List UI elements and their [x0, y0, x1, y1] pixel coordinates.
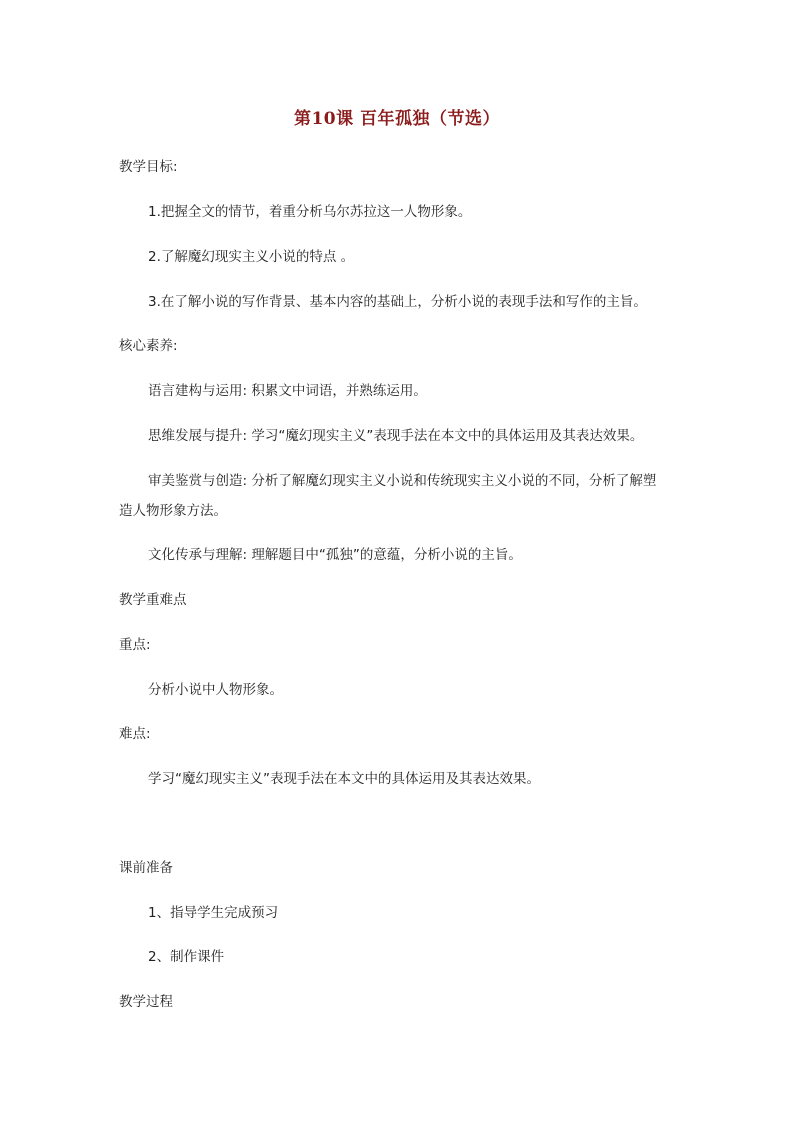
literacy-item-language: 语言建构与运用: 积累文中词语，并熟练运用。: [148, 383, 427, 399]
literacy-item-aesthetic: 审美鉴赏与创造: 分析了解魔幻现实主义小说和传统现实主义小说的不同，分析了解塑: [148, 473, 657, 489]
literacy-item-aesthetic-cont: 造人物形象方法。: [119, 503, 227, 519]
literacy-item-culture: 文化传承与理解: 理解题目中“孤独”的意蕴，分析小说的主旨。: [148, 547, 522, 563]
key-points-heading: 教学重难点: [119, 592, 187, 608]
focus-text: 分析小说中人物形象。: [148, 682, 283, 698]
difficulty-text: 学习“魔幻现实主义”表现手法在本文中的具体运用及其表达效果。: [148, 771, 540, 787]
preparation-item-1: 1、指导学生完成预习: [148, 905, 279, 921]
objective-item-3: 3.在了解小说的写作背景、基本内容的基础上，分析小说的表现手法和写作的主旨。: [148, 294, 647, 310]
preparation-heading: 课前准备: [119, 860, 173, 876]
objective-item-1: 1.把握全文的情节，着重分析乌尔苏拉这一人物形象。: [148, 204, 472, 220]
focus-label: 重点:: [119, 637, 151, 653]
literacy-item-thinking: 思维发展与提升: 学习“魔幻现实主义”表现手法在本文中的具体运用及其表达效果。: [148, 428, 644, 444]
objective-item-2: 2.了解魔幻现实主义小说的特点 。: [148, 249, 355, 265]
page-title: 第10课 百年孤独（节选）: [293, 109, 501, 129]
process-heading: 教学过程: [119, 994, 173, 1010]
difficulty-label: 难点:: [119, 726, 151, 742]
preparation-item-2: 2、制作课件: [148, 949, 225, 965]
objectives-heading: 教学目标:: [119, 159, 178, 175]
literacy-heading: 核心素养:: [119, 338, 178, 354]
